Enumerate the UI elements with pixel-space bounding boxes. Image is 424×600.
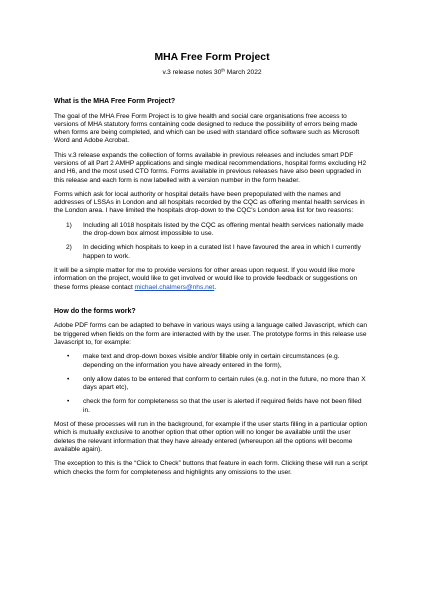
reason-text: In deciding which hospitals to keep in a curated list I have favoured the area in which I currently happen to work. — [83, 244, 361, 260]
contact-text: It will be a simple matter for me to provide versions for other areas upon request. If you would like more information on the project, would like to get involved or would like to provide feedback or suggestions on these forms please contact — [54, 266, 358, 291]
contact-email-link[interactable]: michael.chalmers@nhs.net — [134, 283, 215, 291]
document-title: MHA Free Form Project — [154, 52, 270, 63]
document-subtitle — [54, 69, 370, 77]
section-heading-what-is: What is the MHA Free Form Project? — [54, 98, 176, 105]
section2-paragraph-1: Adobe PDF forms can be adapted to behave in various ways using a language called Javascript, which can be triggered when fields on the form are interacted with by the user. The prototype forms in this release use Javascript to, for example: — [54, 322, 368, 346]
feature-item — [54, 353, 370, 370]
feature-item — [54, 398, 370, 415]
section-heading-how-work: How do the forms work? — [54, 307, 136, 315]
reason-item — [54, 244, 370, 261]
subtitle-prefix: v.3 release notes 30 — [162, 69, 222, 76]
bullet-icon: • — [67, 353, 70, 361]
section2-paragraph-2: Most of these processes will run in the background, for example if the user starts filling in a particular option which is mutually exclusive to another option that other option will no longer be available until the user deletes the relevant information that they have already entered (whereupon all the options will become available again). — [54, 421, 367, 453]
feature-text: make text and drop-down boxes visible and/or fillable only in certain circumstances (e.g. depending on the information you have already entered in the form), — [83, 353, 340, 369]
section2-paragraph-3: The exception to this is the “Click to Check” buttons that feature in each form. Clicking these will run a script which checks the form for completeness and highlights any omissions to the user. — [54, 460, 368, 476]
section1-paragraph-2: This v.3 release expands the collection of forms available in previous releases and includes smart PDF versions of all Part 2 AMHP applications and single medical recommendations, hospital forms excluding H2 and H6, and the most used CTO forms. Forms available in previous releases have also been upgraded in this release and each form is now labelled with a version number in the form header. — [54, 151, 367, 184]
feature-text: check the form for completeness so that the user is alerted if required fields have not been filled in. — [83, 398, 362, 414]
reason-item — [54, 222, 370, 239]
list-marker: 2) — [66, 244, 72, 252]
reason-text: Including all 1018 hospitals listed by the CQC as offering mental health services nationally made the drop-down box almost impossible to use. — [83, 221, 364, 238]
bullet-icon: • — [67, 375, 70, 383]
section-spacer — [54, 298, 370, 308]
feature-item — [54, 376, 370, 393]
list-marker: 1) — [66, 221, 72, 229]
section1-paragraph-3: Forms which ask for local authority or hospital details have been prepopulated with the names and addresses of LSSAs in London and all hospitals recorded by the CQC as offering mental health services in the London area. I have limited the hospitals drop-down to the CQC's London area list for two reasons: — [54, 190, 365, 215]
section1-paragraph-1: The goal of the MHA Free Form Project is to give health and social care organisations free access to versions of MHA statutory forms containing code designed to reduce the possibility of errors being made when forms are being completed, and which can be used with standard office software such as Microsoft Word and Adobe Acrobat. — [54, 112, 360, 145]
bullet-icon: • — [67, 398, 70, 406]
subtitle-ordinal: th — [221, 67, 225, 73]
contact-text-end: . — [214, 283, 217, 291]
features-list — [54, 353, 370, 415]
section1-paragraph-4 — [54, 267, 370, 292]
feature-text: only allow dates to be entered that conform to certain rules (e.g. not in the future, no more than X days apart etc), — [83, 375, 366, 392]
subtitle-suffix: March 2022 — [224, 69, 262, 76]
reasons-list — [54, 222, 370, 261]
